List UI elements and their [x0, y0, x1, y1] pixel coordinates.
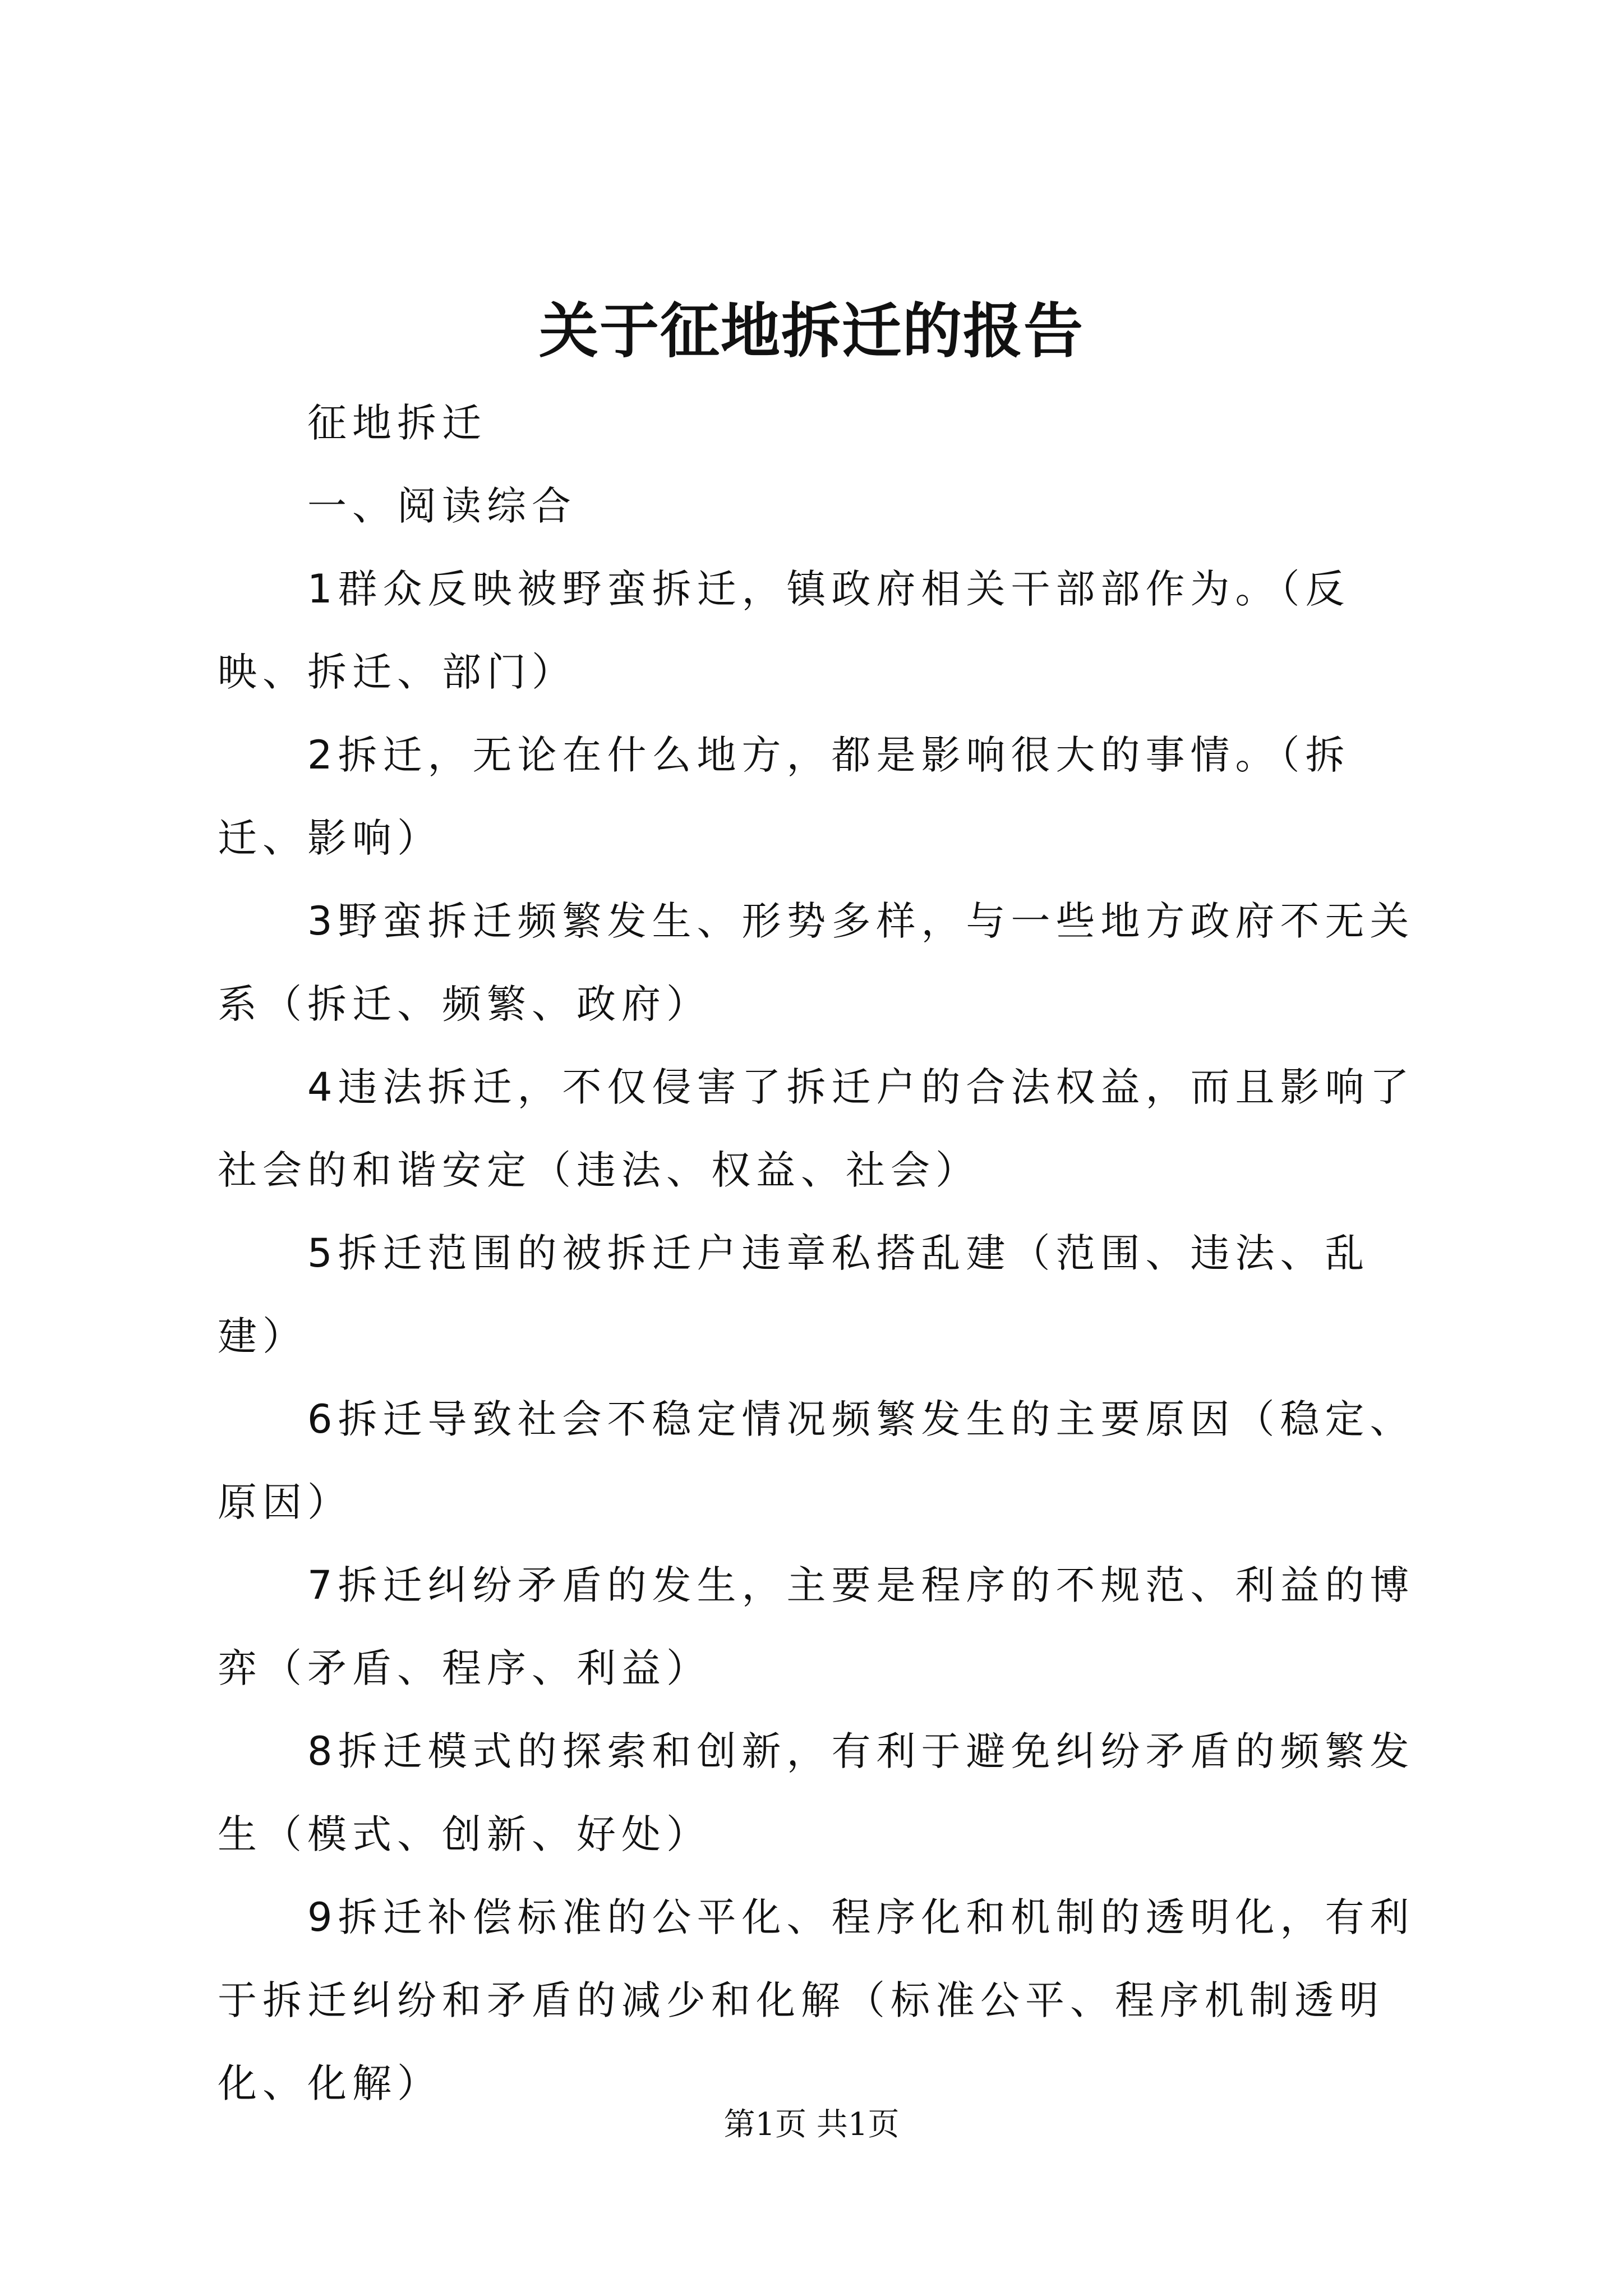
document-title: 关于征地拆迁的报告 — [539, 296, 1084, 366]
list-item: 6拆迁导致社会不稳定情况频繁发生的主要原因（稳定、原因） — [218, 1396, 1415, 1525]
list-item: 1群众反映被野蛮拆迁，镇政府相关干部部作为。（反映、拆迁、部门） — [218, 566, 1350, 695]
list-item: 7拆迁纠纷矛盾的发生，主要是程序的不规范、利益的博弈（矛盾、程序、利益） — [218, 1562, 1415, 1691]
list-item: 5拆迁范围的被拆迁户违章私搭乱建（范围、违法、乱建） — [218, 1230, 1370, 1359]
list-item: 8拆迁模式的探索和创新，有利于避免纠纷矛盾的频繁发生（模式、创新、好处） — [218, 1728, 1415, 1857]
list-item: 4违法拆迁，不仅侵害了拆迁户的合法权益，而且影响了社会的和谐安定（违法、权益、社会） — [218, 1064, 1415, 1193]
document-body — [218, 381, 1418, 2125]
list-item: 9拆迁补偿标准的公平化、程序化和机制的透明化，有利于拆迁纠纷和矛盾的减少和化解（标准公平、程序机制透明化、化解） — [218, 1894, 1415, 2106]
page-footer: 第1页 共1页 — [723, 2106, 900, 2143]
list-item: 3野蛮拆迁频繁发生、形势多样，与一些地方政府不无关系（拆迁、频繁、政府） — [218, 898, 1415, 1027]
paragraph: 征地拆迁 — [307, 400, 487, 446]
list-item: 2拆迁，无论在什么地方，都是影响很大的事情。（拆迁、影响） — [218, 732, 1350, 861]
section-heading: 一、阅读综合 — [307, 483, 577, 529]
